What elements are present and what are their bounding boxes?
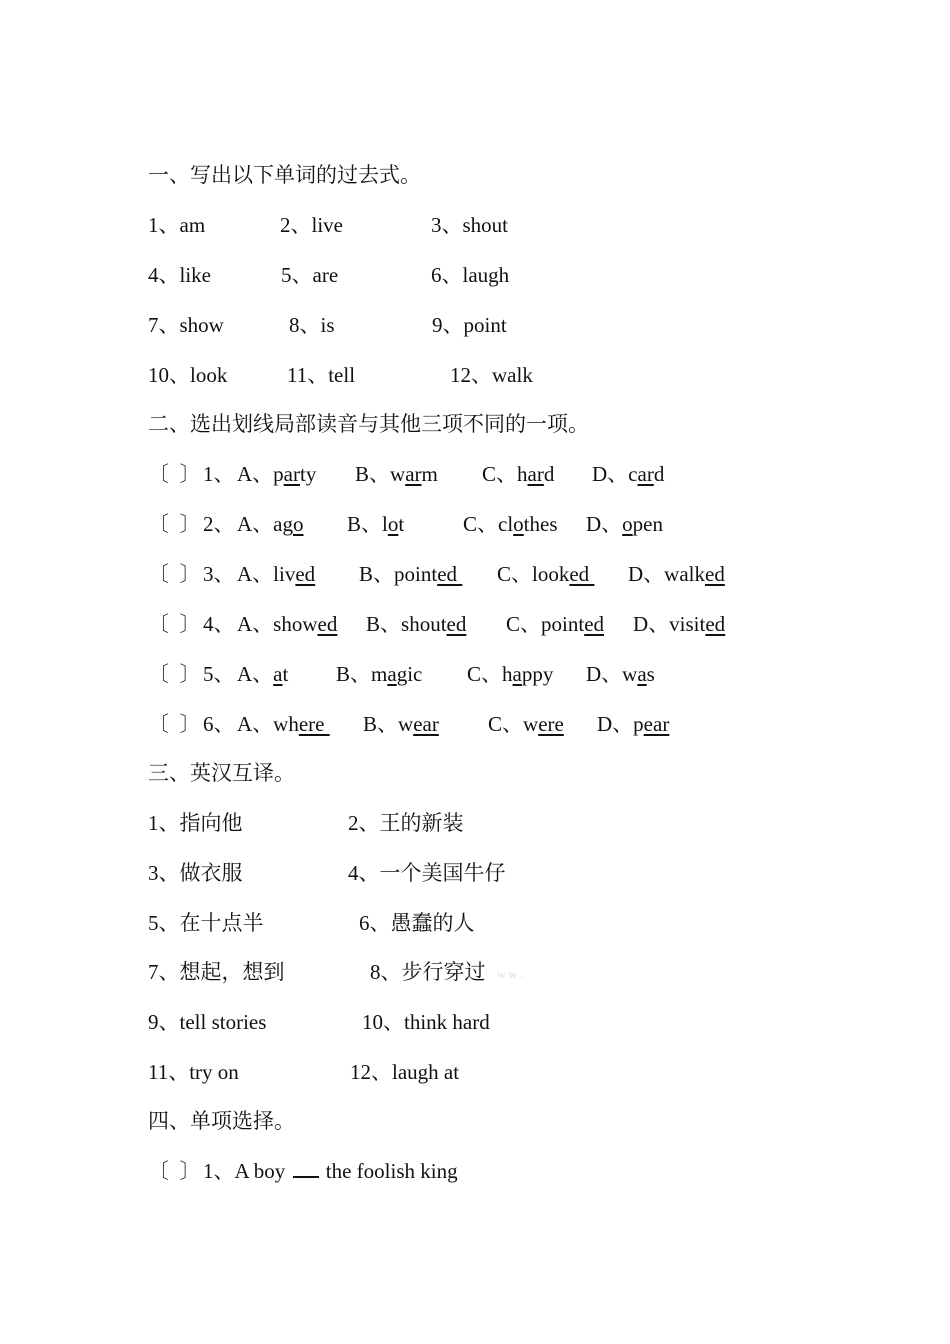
s3-row-4 xyxy=(148,957,524,987)
option-d[interactable]: D、pear xyxy=(597,712,670,736)
question-number: 4、 xyxy=(203,612,235,636)
s1-row-4 xyxy=(148,360,533,390)
watermark-text: w w . xyxy=(497,967,524,981)
s3-row-1 xyxy=(148,808,464,838)
option-b[interactable]: B、pointed xyxy=(359,562,463,586)
s1-item: 3、shout xyxy=(431,213,509,237)
s2-question-1 xyxy=(148,459,665,489)
s2-question-2 xyxy=(148,509,663,539)
s1-item: 7、show xyxy=(148,313,224,337)
s2-question-6 xyxy=(148,709,670,739)
s1-item: 8、is xyxy=(289,313,335,337)
s3-item: 3、做衣服 xyxy=(148,861,243,885)
answer-bracket[interactable]: 〔 〕 xyxy=(148,512,201,536)
s3-item: 11、try on xyxy=(148,1060,239,1084)
option-a[interactable]: A、where xyxy=(237,712,330,736)
question-text: 1、A boy the foolish king xyxy=(203,1159,458,1183)
s1-item: 1、am xyxy=(148,213,206,237)
answer-bracket[interactable]: 〔 〕 xyxy=(148,662,201,686)
option-a[interactable]: A、showed xyxy=(237,612,338,636)
s3-item: 7、想起，想到 xyxy=(148,960,285,984)
s2-question-4 xyxy=(148,609,726,639)
s4-question-1 xyxy=(148,1156,458,1186)
s3-item: 9、tell stories xyxy=(148,1010,267,1034)
s1-item: 5、are xyxy=(281,263,339,287)
s3-row-3 xyxy=(148,908,475,938)
s2-question-3 xyxy=(148,559,725,589)
answer-bracket[interactable]: 〔 〕 xyxy=(148,712,201,736)
s3-item: 8、步行穿过 xyxy=(370,960,486,984)
option-b[interactable]: B、magic xyxy=(336,662,423,686)
s3-item: 2、王的新装 xyxy=(348,811,464,835)
option-a[interactable]: A、ago xyxy=(237,512,304,536)
option-d[interactable]: D、card xyxy=(592,462,665,486)
s3-item: 1、指向他 xyxy=(148,811,243,835)
s1-item: 11、tell xyxy=(287,363,356,387)
answer-bracket[interactable]: 〔 〕 xyxy=(148,562,201,586)
s3-item: 5、在十点半 xyxy=(148,911,264,935)
option-b[interactable]: B、warm xyxy=(355,462,438,486)
s3-row-6 xyxy=(148,1057,460,1087)
answer-bracket[interactable]: 〔 〕 xyxy=(148,462,201,486)
answer-bracket[interactable]: 〔 〕 xyxy=(148,612,201,636)
option-c[interactable]: C、pointed xyxy=(506,612,605,636)
section-1-title: 一、写出以下单词的过去式。 xyxy=(148,163,421,187)
question-number: 2、 xyxy=(203,512,235,536)
s3-item: 10、think hard xyxy=(362,1010,490,1034)
s1-item: 12、walk xyxy=(450,363,533,387)
option-c[interactable]: C、clothes xyxy=(463,512,558,536)
option-b[interactable]: B、wear xyxy=(363,712,439,736)
option-b[interactable]: B、shouted xyxy=(366,612,467,636)
option-a[interactable]: A、lived xyxy=(237,562,316,586)
s2-question-5 xyxy=(148,659,655,689)
option-d[interactable]: D、visited xyxy=(633,612,726,636)
s1-row-1 xyxy=(148,210,509,240)
section-2-title: 二、选出划线局部读音与其他三项不同的一项。 xyxy=(148,412,589,436)
section-4-title: 四、单项选择。 xyxy=(148,1109,295,1133)
s3-row-2 xyxy=(148,858,506,888)
s1-item: 6、laugh xyxy=(431,263,510,287)
s3-item: 6、愚蠢的人 xyxy=(359,911,475,935)
s1-row-3 xyxy=(148,310,507,340)
option-c[interactable]: C、looked xyxy=(497,562,595,586)
answer-blank[interactable] xyxy=(293,1158,319,1178)
option-b[interactable]: B、lot xyxy=(347,512,405,536)
question-number: 3、 xyxy=(203,562,235,586)
s1-item: 2、live xyxy=(280,213,343,237)
option-a[interactable]: A、party xyxy=(237,462,317,486)
option-c[interactable]: C、hard xyxy=(482,462,555,486)
option-d[interactable]: D、walked xyxy=(628,562,725,586)
option-c[interactable]: C、happy xyxy=(467,662,554,686)
option-d[interactable]: D、was xyxy=(586,662,655,686)
answer-bracket[interactable]: 〔 〕 xyxy=(148,1159,201,1183)
s3-row-5 xyxy=(148,1007,490,1037)
s1-item: 4、like xyxy=(148,263,211,287)
s1-row-2 xyxy=(148,260,510,290)
section-3-title: 三、英汉互译。 xyxy=(148,761,295,785)
question-number: 6、 xyxy=(203,712,235,736)
option-c[interactable]: C、were xyxy=(488,712,564,736)
option-d[interactable]: D、open xyxy=(586,512,663,536)
s3-item: 4、一个美国牛仔 xyxy=(348,861,506,885)
question-number: 5、 xyxy=(203,662,235,686)
option-a[interactable]: A、at xyxy=(237,662,289,686)
s1-item: 10、look xyxy=(148,363,228,387)
question-number: 1、 xyxy=(203,462,235,486)
s1-item: 9、point xyxy=(432,313,507,337)
s3-item: 12、laugh at xyxy=(350,1060,460,1084)
